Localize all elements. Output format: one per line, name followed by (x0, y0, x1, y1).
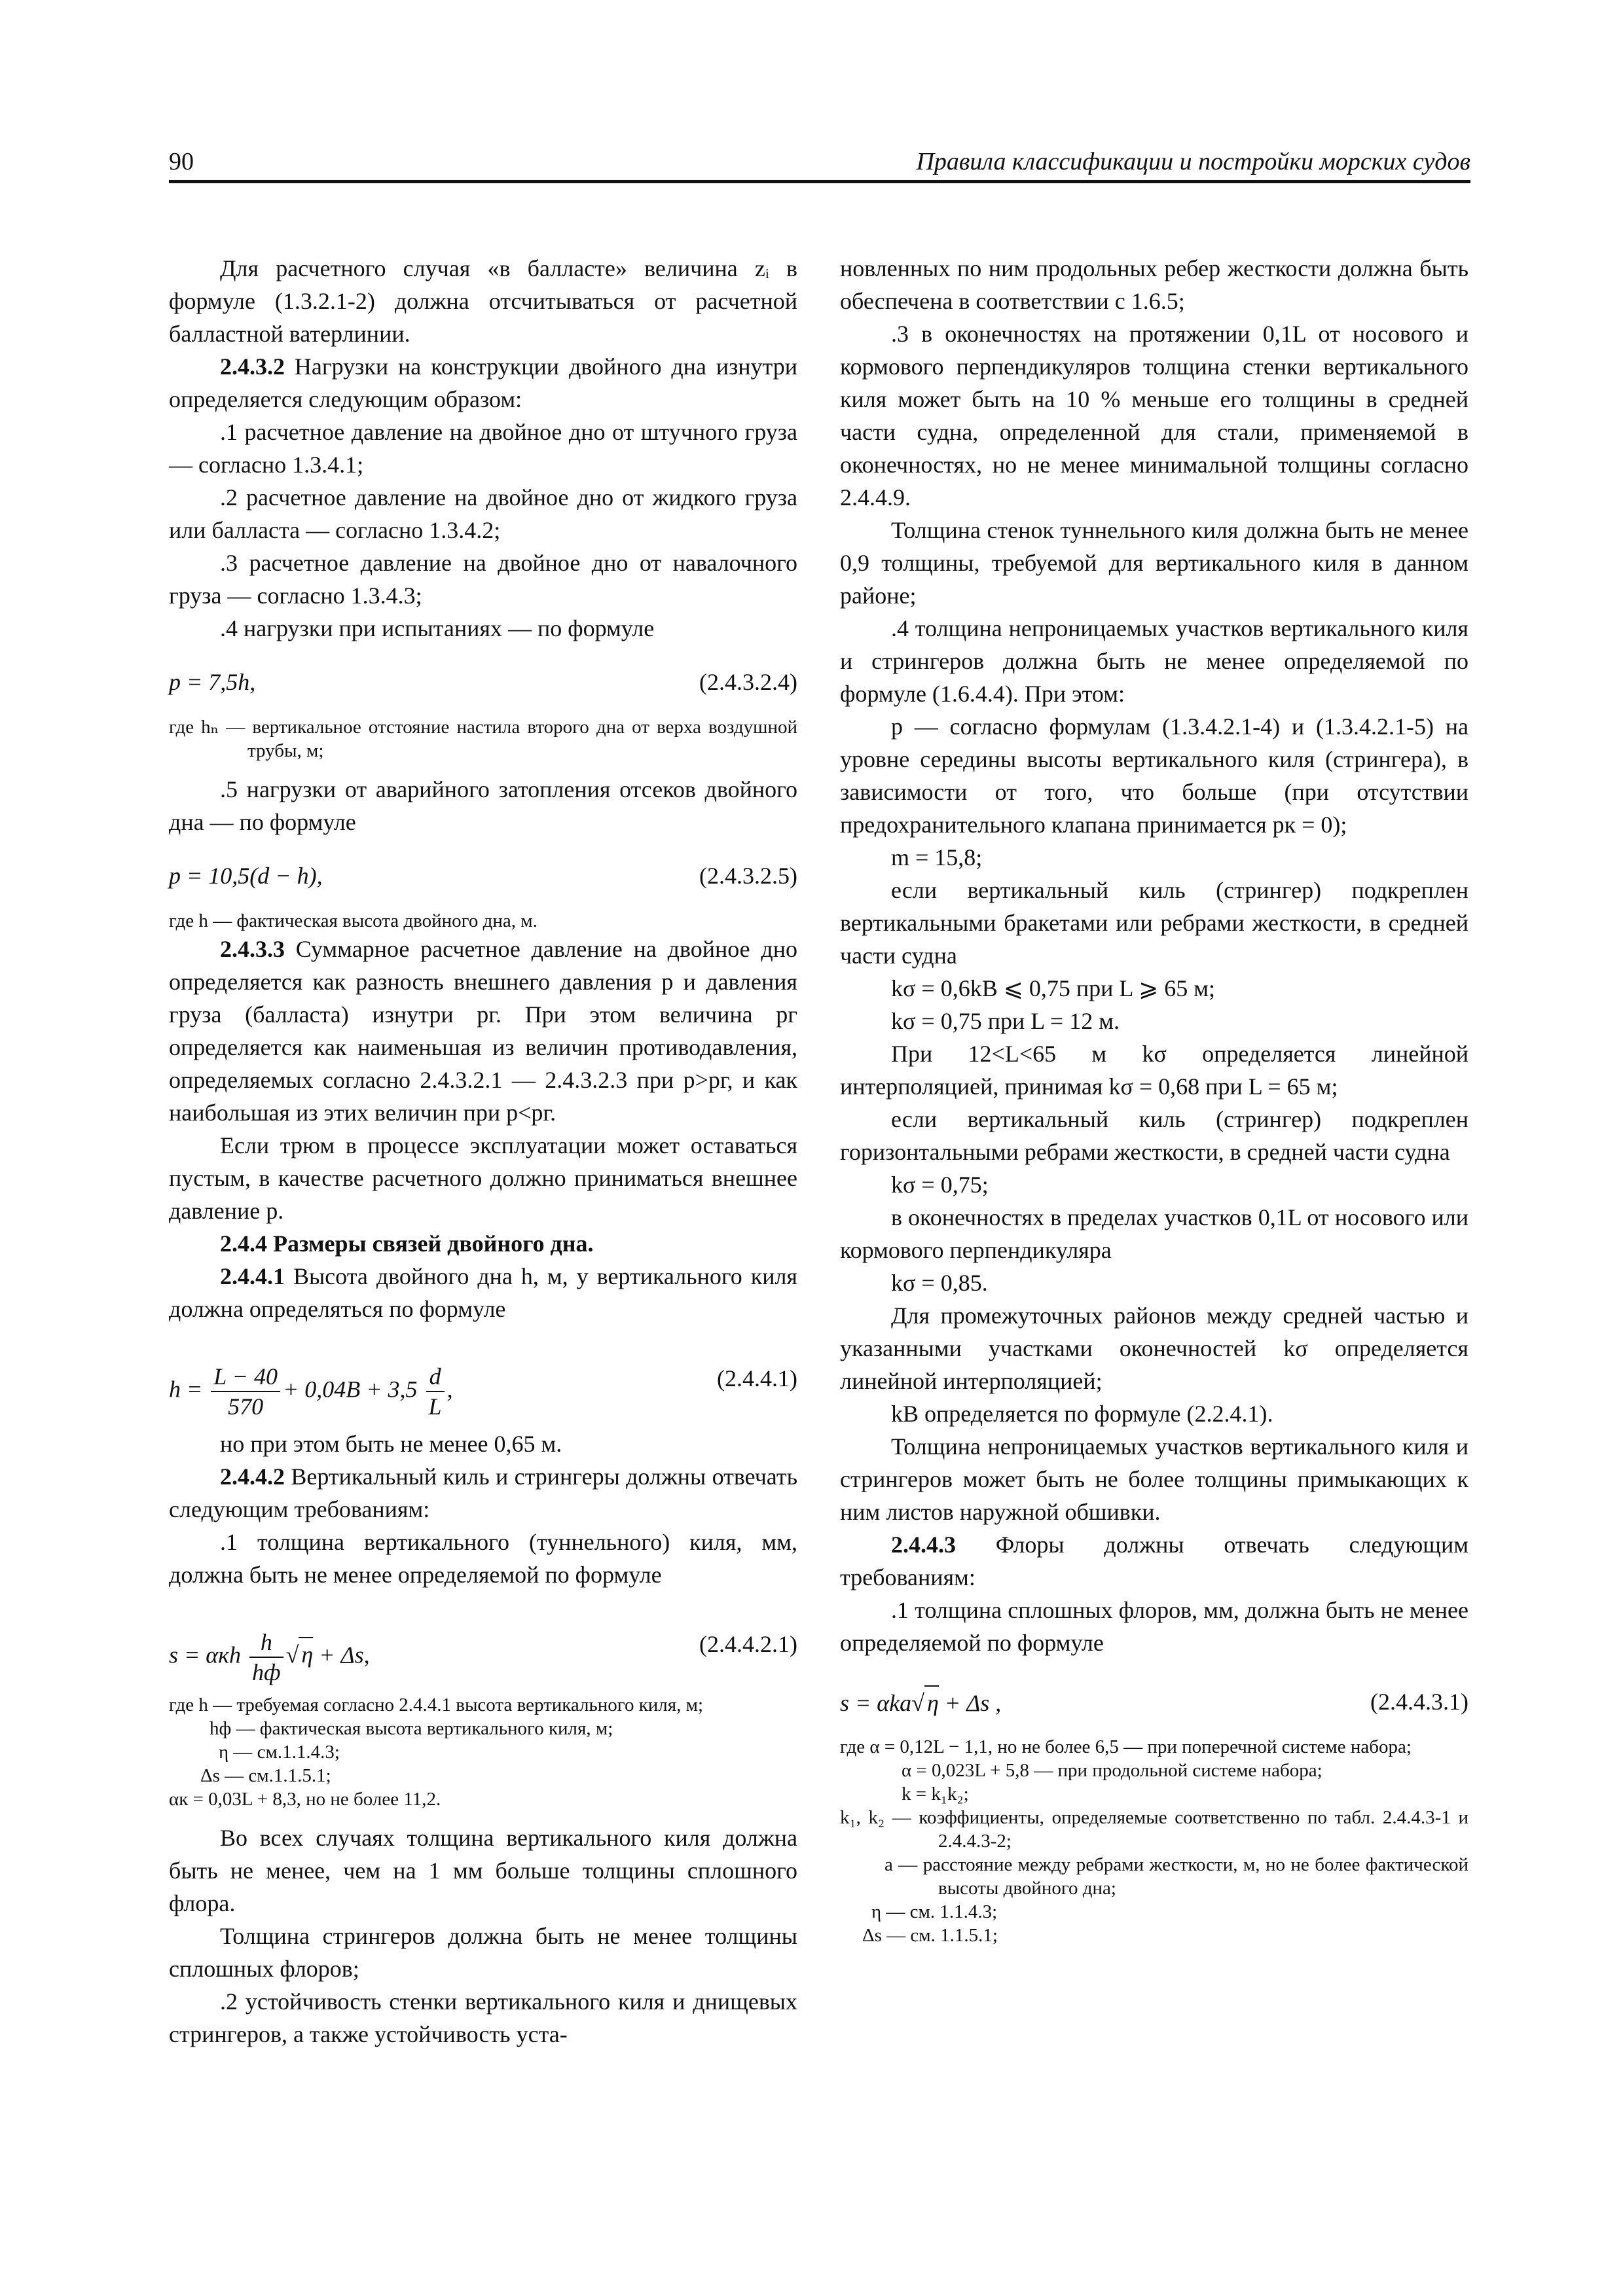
paragraph: Толщина стрингеров должна быть не менее толщины сплошных флоров; (169, 1923, 797, 1982)
legend-entry: α = 0,023L + 5,8 — при продольной системе набора; (902, 1760, 1322, 1781)
formula-mid: + 0,04B + 3,5 (282, 1376, 418, 1403)
formula-legend (169, 1693, 797, 1811)
paragraph: При 12<L<65 м kσ определяется линейной интерполяцией, принимая kσ = 0,68 при L = 65 м; (840, 1041, 1468, 1100)
right-column (840, 252, 1468, 1947)
clause-text: Вертикальный киль и стрингеры должны отвечать следующим требованиям: (169, 1463, 797, 1522)
legend-entry: η — см.1.1.4.3; (219, 1742, 340, 1763)
formula-lhs: h = (169, 1376, 203, 1403)
formula-2-4-4-3-1 (840, 1681, 1468, 1723)
denominator: L (428, 1393, 442, 1420)
paragraph: p — согласно формулам (1.3.4.2.1-4) и (1.3.4.2.1-5) на уровне середины высоты вертикального киля (стрингера), в зависимости от того, что больше (при отсутствии предохранительного клапана принимается pк = 0); (840, 713, 1468, 838)
formula-body: s = αкh $\frac{h}{hф}$ √ η + Δs, (169, 1629, 370, 1685)
numerator: L − 40 (211, 1362, 280, 1392)
list-item: .1 толщина вертикального (туннельного) киля, мм, должна быть не менее определяемой по формуле (169, 1529, 797, 1588)
legend-entry: αк = 0,03L + 8,3, но не более 11,2. (169, 1789, 441, 1810)
list-item: .4 толщина непроницаемых участков вертикального киля и стрингеров должна быть не менее определяемой по формуле (1.6.4.4). При этом: (840, 615, 1468, 707)
clause-text: Суммарное расчетное давление на двойное дно определяется как разность внешнего давления p и давления груза (балласта) изнутри pг. При этом величина pг определяется как наименьшая из величин противодавления, определяемых согласно 2.4.3.2.1 — 2.4.3.2.3 при p>pг, и как наибольшая из этих величин при p<pг. (169, 936, 797, 1126)
fraction (426, 1362, 445, 1421)
legend-entry: Δs — см. 1.1.5.1; (862, 1925, 998, 1946)
legend-entry: где hₙ — вертикальное отстояние настила второго дна от верха воздушной трубы, м; (169, 717, 797, 761)
formula-2-4-3-2-4 (169, 662, 797, 704)
formula-legend (169, 909, 797, 933)
formula-lhs: s = αкh (169, 1641, 242, 1668)
clause-text: Нагрузки на конструкции двойного дна изнутри определяется следующим образом: (169, 353, 797, 412)
paragraph: новленных по ним продольных ребер жесткости должна быть обеспечена в соответствии с 1.6.5; (840, 255, 1468, 314)
list-item: .3 в оконечностях на протяжении 0,1L от носового и кормового перпендикуляров толщина стенки вертикального киля может быть на 10 % меньше его толщины в средней части судна, определенной для стали, применяемой в оконечностях, но не менее минимальной толщины согласно 2.4.4.9. (840, 321, 1468, 511)
section-heading: 2.4.4 Размеры связей двойного дна. (220, 1230, 594, 1257)
paragraph: Для промежуточных районов между средней частью и указанными участками оконечностей kσ определяется линейной интерполяцией; (840, 1302, 1468, 1394)
legend-entry: a — расстояние между ребрами жесткости, м, но не более фактической высоты двойного дна; (884, 1854, 1468, 1899)
clause-text: Флоры должны отвечать следующим требованиям: (840, 1532, 1468, 1590)
paragraph: Во всех случаях толщина вертикального киля должна быть не менее, чем на 1 мм больше толщины сплошного флора. (169, 1825, 797, 1916)
paragraph: kσ = 0,75; (891, 1172, 989, 1198)
paragraph (169, 1260, 797, 1325)
paragraph (169, 1460, 797, 1526)
formula-body: s = αka√ η + Δs , (840, 1685, 1001, 1719)
paragraph (169, 933, 797, 1129)
legend-entry: где α = 0,12L − 1,1, но не более 6,5 — при поперечной системе набора; (840, 1736, 1412, 1757)
formula-legend (840, 1735, 1468, 1947)
legend-entry: hф — фактическая высота вертикального киля, м; (210, 1718, 613, 1739)
list-item: .1 расчетное давление на двойное дно от штучного груза — согласно 1.3.4.1; (169, 419, 797, 478)
running-title: Правила классификации и постройки морских судов (916, 148, 1470, 175)
fraction (249, 1628, 283, 1687)
legend-entry: где h — требуемая согласно 2.4.4.1 высота вертикального киля, м; (169, 1695, 704, 1715)
list-item: .2 устойчивость стенки вертикального киля и днищевых стрингеров, а также устойчивость уста- (169, 1988, 797, 2047)
legend-entry: k = k₁k₂; (902, 1784, 969, 1804)
legend-entry: k₁, k₂ — коэффициенты, определяемые соответственно по табл. 2.4.4.3-1 и 2.4.4.3-2; (840, 1807, 1468, 1852)
denominator: hф (252, 1659, 281, 1685)
paragraph (169, 350, 797, 416)
paragraph: Если трюм в процессе эксплуатации может оставаться пустым, в качестве расчетного должно приниматься внешнее давление p. (169, 1132, 797, 1224)
denominator: 570 (228, 1393, 264, 1420)
paragraph: Толщина непроницаемых участков вертикального киля и стрингеров может быть не более толщины примыкающих к ним листов наружной обшивки. (840, 1433, 1468, 1525)
clause-number: 2.4.4.2 (220, 1463, 285, 1490)
paragraph: kσ = 0,6kB ⩽ 0,75 при L ⩾ 65 м; (891, 975, 1216, 1001)
formula-number: (2.4.3.2.4) (699, 669, 797, 695)
formula-body: p = 7,5h, (169, 669, 256, 695)
numerator: d (426, 1362, 445, 1392)
clause-text: Высота двойного дна h, м, у вертикального киля должна определяться по формуле (169, 1263, 797, 1322)
paragraph: kσ = 0,75 при L = 12 м. (891, 1008, 1120, 1034)
numerator: h (249, 1628, 283, 1658)
page-number: 90 (169, 148, 194, 175)
formula-tail: + Δs , (944, 1690, 1002, 1716)
paragraph: kσ = 0,85. (891, 1270, 988, 1296)
legend-entry: Δs — см.1.1.5.1; (200, 1765, 331, 1786)
formula-tail: , (447, 1376, 453, 1403)
paragraph: Толщина стенок туннельного киля должна быть не менее 0,9 толщины, требуемой для вертикального киля в данном районе; (840, 517, 1468, 609)
formula-2-4-4-1 (169, 1342, 797, 1420)
formula-number: (2.4.4.3.1) (1370, 1689, 1468, 1715)
list-item: .5 нагрузки от аварийного затопления отсеков двойного дна — по формуле (169, 776, 797, 835)
page-header (169, 141, 1470, 183)
list-item: .3 расчетное давление на двойное дно от навалочного груза — согласно 1.3.4.3; (169, 550, 797, 609)
list-item: .1 толщина сплошных флоров, мм, должна быть не менее определяемой по формуле (840, 1597, 1468, 1656)
paragraph (840, 1528, 1468, 1594)
legend-entry: η — см. 1.1.4.3; (871, 1901, 998, 1922)
paragraph: Для расчетного случая «в балласте» величина zᵢ в формуле (1.3.2.1-2) должна отсчитываться от расчетной балластной ватерлинии. (169, 255, 797, 347)
radicand: η (924, 1685, 939, 1719)
formula-lhs: s = αka (840, 1690, 912, 1716)
paragraph: m = 15,8; (891, 844, 983, 870)
clause-number: 2.4.3.2 (220, 353, 285, 380)
formula-legend (169, 715, 797, 762)
formula-2-4-3-2-5 (169, 855, 797, 897)
formula-number: (2.4.3.2.5) (699, 863, 797, 889)
paragraph: kB определяется по формуле (2.2.4.1). (891, 1401, 1273, 1427)
fraction (211, 1362, 280, 1421)
paragraph: но при этом быть не менее 0,65 м. (220, 1431, 562, 1457)
list-item: .2 расчетное давление на двойное дно от жидкого груза или балласта — согласно 1.3.4.2; (169, 484, 797, 543)
legend-entry: где h — фактическая высота двойного дна, м. (169, 910, 538, 931)
formula-2-4-4-2-1 (169, 1608, 797, 1685)
paragraph: в оконечностях в пределах участков 0,1L от носового или кормового перпендикуляра (840, 1204, 1468, 1263)
formula-number: (2.4.4.1) (717, 1365, 797, 1391)
left-column (169, 252, 797, 2051)
clause-number: 2.4.4.3 (891, 1532, 956, 1558)
clause-number: 2.4.3.3 (220, 936, 285, 962)
formula-body: p = 10,5(d − h), (169, 863, 323, 889)
formula-body (169, 1362, 453, 1421)
radicand: η (299, 1637, 313, 1671)
clause-number: 2.4.4.1 (220, 1263, 285, 1289)
formula-number: (2.4.4.2.1) (699, 1631, 797, 1657)
formula-tail: + Δs, (319, 1641, 370, 1668)
paragraph: если вертикальный киль (стрингер) подкреплен горизонтальными ребрами жесткости, в средней части судна (840, 1106, 1468, 1165)
paragraph: если вертикальный киль (стрингер) подкреплен вертикальными бракетами или ребрами жесткости, в средней части судна (840, 877, 1468, 969)
list-item: .4 нагрузки при испытаниях — по формуле (220, 615, 655, 641)
